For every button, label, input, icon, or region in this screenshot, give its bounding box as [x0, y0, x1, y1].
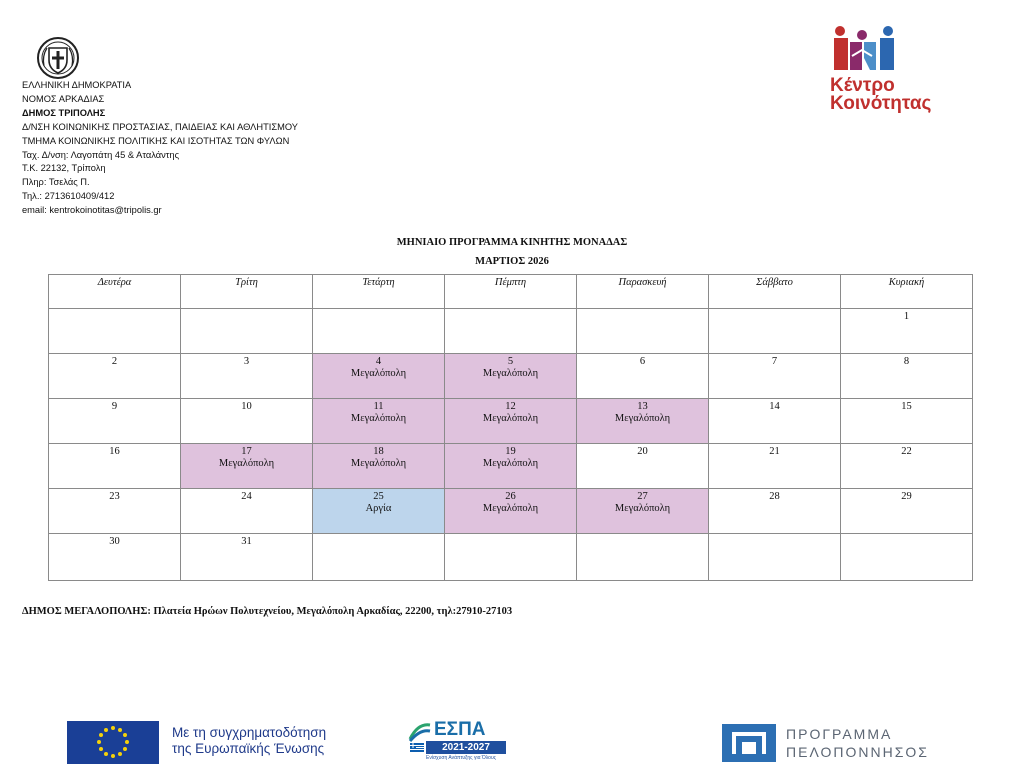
calendar-day-cell — [709, 354, 841, 399]
espa-title: ΕΣΠΑ — [434, 719, 486, 740]
day-number: 18 — [373, 446, 384, 457]
day-number: 2 — [111, 356, 118, 367]
calendar-day-cell — [709, 444, 841, 489]
calendar-day-cell — [181, 309, 313, 354]
visit-location-label: Μεγαλόπολη — [350, 458, 407, 469]
visit-location-label: Μεγαλόπολη — [218, 458, 275, 469]
eu-text-line1: Με τη συγχρηματοδότηση — [172, 725, 327, 740]
header-line: ΝΟΜΟΣ ΑΡΚΑΔΙΑΣ — [22, 93, 105, 104]
calendar-day-cell — [841, 489, 973, 534]
day-number: 23 — [109, 491, 120, 502]
calendar-day-cell — [577, 309, 709, 354]
calendar-day-cell — [49, 444, 181, 489]
visit-location-label: Μεγαλόπολη — [614, 503, 671, 514]
day-number: 9 — [111, 401, 118, 412]
calendar-day-cell — [577, 399, 709, 444]
visit-location-label: Μεγαλόπολη — [350, 413, 407, 424]
greek-coat-of-arms-icon — [36, 36, 80, 80]
calendar-day-cell — [445, 444, 577, 489]
espa-tagline: Ενίσχυση Ανάπτυξης για Όλους — [426, 755, 497, 761]
calendar-day-cell — [49, 309, 181, 354]
weekday-header: Παρασκευή — [577, 275, 709, 309]
calendar-day-cell — [841, 354, 973, 399]
greek-flag-icon — [410, 743, 424, 752]
program-text-line2: ΠΕΛΟΠΟΝΝΗΣΟΣ — [786, 744, 929, 760]
calendar-day-cell — [181, 354, 313, 399]
holiday-label: Αργία — [365, 503, 392, 514]
day-number: 26 — [505, 491, 516, 502]
calendar-day-cell — [841, 444, 973, 489]
day-number: 17 — [241, 446, 252, 457]
weekday-header: Κυριακή — [841, 275, 973, 309]
day-number: 22 — [901, 446, 912, 457]
calendar-day-cell — [841, 399, 973, 444]
calendar-day-cell — [313, 309, 445, 354]
calendar-day-cell — [313, 534, 445, 581]
calendar-day-cell — [445, 534, 577, 581]
day-number: 24 — [241, 491, 252, 502]
day-number: 3 — [243, 356, 250, 367]
day-number: 19 — [505, 446, 516, 457]
day-number: 16 — [109, 446, 120, 457]
calendar-week-row — [49, 444, 973, 489]
day-number: 7 — [771, 356, 778, 367]
day-number: 30 — [109, 536, 120, 547]
calendar-week-row — [49, 399, 973, 444]
logo-text-line1: Κέντρο — [830, 75, 895, 96]
visit-location-label: Μεγαλόπολη — [350, 368, 407, 379]
program-text-line1: ΠΡΟΓΡΑΜΜΑ — [786, 726, 893, 742]
footer-address: ΔΗΜΟΣ ΜΕΓΑΛΟΠΟΛΗΣ: Πλατεία Ηρώων Πολυτεχνείου, Μεγαλόπολη Αρκαδίας, 22200, τηλ:27910-27103 — [22, 606, 513, 617]
weekday-header: Τετάρτη — [313, 275, 445, 309]
month-title: ΜΑΡΤΙΟΣ 2026 — [475, 256, 549, 267]
calendar-week-row — [49, 354, 973, 399]
header-line: ΤΜΗΜΑ ΚΟΙΝΩΝΙΚΗΣ ΠΟΛΙΤΙΚΗΣ ΚΑΙ ΙΣΟΤΗΤΑΣ ΤΩΝ ΦΥΛΩΝ — [22, 135, 290, 146]
header-line: ΕΛΛΗΝΙΚΗ ΔΗΜΟΚΡΑΤΙΑ — [22, 80, 132, 90]
day-number: 5 — [507, 356, 514, 367]
calendar-day-cell — [709, 489, 841, 534]
header-line: Πληρ: Τσελάς Π. — [22, 177, 90, 188]
calendar-day-cell — [49, 489, 181, 534]
page-title: ΜΗΝΙΑΙΟ ΠΡΟΓΡΑΜΜΑ ΚΙΝΗΤΗΣ ΜΟΝΑΔΑΣ — [396, 237, 628, 248]
calendar-day-cell — [709, 309, 841, 354]
calendar-day-cell — [181, 399, 313, 444]
day-number: 28 — [769, 491, 780, 502]
calendar-week-row — [49, 534, 973, 581]
monthly-schedule-table — [48, 274, 973, 581]
header-line: Ταχ. Δ/νση: Λαγοπάτη 45 & Αταλάντης — [22, 149, 180, 160]
calendar-day-cell — [577, 534, 709, 581]
header-line: Τηλ.: 2713610409/412 — [22, 191, 115, 202]
calendar-day-cell — [313, 444, 445, 489]
day-number: 29 — [901, 491, 912, 502]
visit-location-label: Μεγαλόπολη — [614, 413, 671, 424]
day-number: 12 — [505, 401, 516, 412]
header-line: ΔΗΜΟΣ ΤΡΙΠΟΛΗΣ — [22, 107, 106, 118]
calendar-day-cell — [841, 534, 973, 581]
calendar-day-cell — [181, 489, 313, 534]
day-number: 6 — [639, 356, 646, 367]
eu-text-line2: της Ευρωπαϊκής Ένωσης — [172, 741, 325, 756]
weekday-header: Πέμπτη — [445, 275, 577, 309]
day-number: 8 — [903, 356, 910, 367]
people-icon — [832, 26, 896, 74]
calendar-day-cell — [49, 354, 181, 399]
header-email: email: kentrokoinotitas@tripolis.gr — [22, 205, 162, 216]
program-peloponnisos-text — [786, 725, 929, 761]
day-number: 31 — [241, 536, 252, 547]
calendar-day-cell — [445, 399, 577, 444]
day-number: 15 — [901, 401, 912, 412]
weekday-header: Δευτέρα — [49, 275, 181, 309]
day-number: 25 — [373, 491, 384, 502]
calendar-day-cell — [709, 399, 841, 444]
kentro-koinotitas-logo — [830, 26, 960, 116]
calendar-day-cell — [577, 489, 709, 534]
peloponnisos-program-icon — [722, 724, 776, 762]
logo-text-line2: Κοινότητας — [830, 93, 932, 114]
day-number: 27 — [637, 491, 648, 502]
weekday-header: Σάββατο — [709, 275, 841, 309]
calendar-day-cell — [577, 444, 709, 489]
calendar-day-cell — [313, 489, 445, 534]
weekday-header: Τρίτη — [181, 275, 313, 309]
visit-location-label: Μεγαλόπολη — [482, 503, 539, 514]
day-number: 10 — [241, 401, 252, 412]
calendar-day-cell — [181, 534, 313, 581]
calendar-body — [49, 309, 973, 581]
calendar-week-row — [49, 309, 973, 354]
header-line: Δ/ΝΣΗ ΚΟΙΝΩΝΙΚΗΣ ΠΡΟΣΤΑΣΙΑΣ, ΠΑΙΔΕΙΑΣ ΚΑΙ ΑΘΛΗΤΙΣΜΟΥ — [22, 121, 298, 132]
eu-flag-icon — [67, 721, 159, 764]
day-number: 1 — [903, 311, 910, 322]
day-number: 11 — [373, 401, 384, 412]
calendar-day-cell — [49, 399, 181, 444]
weekday-header-row — [49, 275, 973, 309]
calendar-day-cell — [841, 309, 973, 354]
calendar-day-cell — [181, 444, 313, 489]
day-number: 4 — [375, 356, 382, 367]
calendar-day-cell — [313, 354, 445, 399]
calendar-day-cell — [445, 489, 577, 534]
espa-logo — [408, 719, 508, 765]
day-number: 13 — [637, 401, 648, 412]
visit-location-label: Μεγαλόπολη — [482, 368, 539, 379]
day-number: 21 — [769, 446, 780, 457]
espa-swoosh-icon — [408, 721, 432, 743]
calendar-day-cell — [577, 354, 709, 399]
day-number: 14 — [769, 401, 780, 412]
header-line: Τ.Κ. 22132, Τρίπολη — [22, 163, 106, 174]
calendar-week-row — [49, 489, 973, 534]
calendar-day-cell — [49, 534, 181, 581]
eu-cofunding-text — [172, 725, 326, 757]
calendar-day-cell — [709, 534, 841, 581]
sender-address-block — [22, 79, 298, 218]
calendar-day-cell — [445, 309, 577, 354]
visit-location-label: Μεγαλόπολη — [482, 413, 539, 424]
visit-location-label: Μεγαλόπολη — [482, 458, 539, 469]
calendar-day-cell — [445, 354, 577, 399]
day-number: 20 — [637, 446, 648, 457]
espa-years: 2021-2027 — [426, 741, 506, 754]
calendar-day-cell — [313, 399, 445, 444]
